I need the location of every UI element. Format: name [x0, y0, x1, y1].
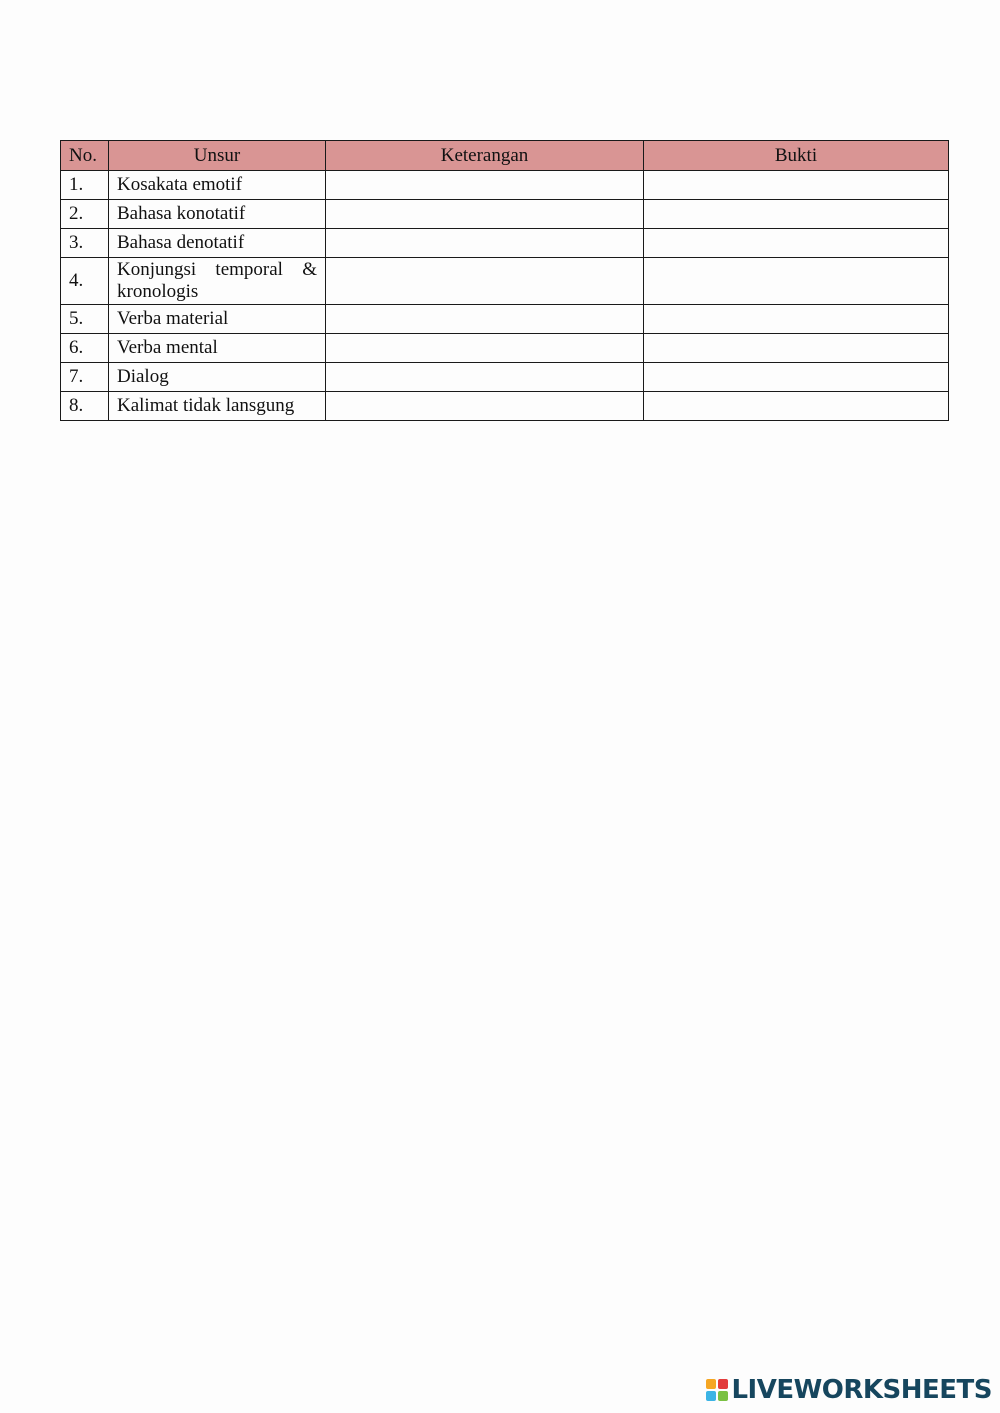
liveworksheets-logo — [706, 1375, 992, 1405]
table-row — [61, 305, 949, 334]
bukti-cell — [644, 305, 949, 334]
bukti-cell — [644, 258, 949, 305]
logo-square-icon — [706, 1391, 716, 1401]
bukti-answer-input[interactable] — [644, 171, 948, 199]
table-row — [61, 171, 949, 200]
bukti-answer-input[interactable] — [644, 392, 948, 420]
unsur-cell: Verba material — [109, 305, 326, 334]
header-keterangan: Keterangan — [326, 141, 644, 171]
bukti-cell — [644, 171, 949, 200]
liveworksheets-logo-text: LIVEWORKSHEETS — [731, 1375, 992, 1405]
bukti-answer-input[interactable] — [644, 334, 948, 362]
unsur-cell: Kalimat tidak lansgung — [109, 392, 326, 421]
unsur-cell: Bahasa konotatif — [109, 200, 326, 229]
logo-square-icon — [718, 1391, 728, 1401]
keterangan-cell — [326, 363, 644, 392]
keterangan-cell — [326, 334, 644, 363]
keterangan-cell — [326, 392, 644, 421]
keterangan-answer-input[interactable] — [326, 258, 643, 304]
bukti-cell — [644, 334, 949, 363]
bukti-cell — [644, 200, 949, 229]
table-row — [61, 258, 949, 305]
table-row — [61, 229, 949, 258]
keterangan-answer-input[interactable] — [326, 392, 643, 420]
unsur-cell: Kosakata emotif — [109, 171, 326, 200]
liveworksheets-logo-icon — [706, 1379, 728, 1401]
bukti-answer-input[interactable] — [644, 305, 948, 333]
keterangan-cell — [326, 171, 644, 200]
bukti-cell — [644, 229, 949, 258]
row-number: 1. — [61, 171, 109, 200]
row-number: 2. — [61, 200, 109, 229]
header-no: No. — [61, 141, 109, 171]
keterangan-cell — [326, 258, 644, 305]
unsur-cell: Bahasa denotatif — [109, 229, 326, 258]
table-row — [61, 363, 949, 392]
row-number: 3. — [61, 229, 109, 258]
keterangan-answer-input[interactable] — [326, 200, 643, 228]
keterangan-answer-input[interactable] — [326, 229, 643, 257]
table-row — [61, 200, 949, 229]
row-number: 6. — [61, 334, 109, 363]
row-number: 4. — [61, 258, 109, 305]
keterangan-answer-input[interactable] — [326, 171, 643, 199]
logo-square-icon — [718, 1379, 728, 1389]
bukti-answer-input[interactable] — [644, 258, 948, 304]
table-row — [61, 334, 949, 363]
worksheet-table — [60, 140, 949, 421]
bukti-cell — [644, 363, 949, 392]
keterangan-cell — [326, 200, 644, 229]
table-row — [61, 392, 949, 421]
header-unsur: Unsur — [109, 141, 326, 171]
row-number: 5. — [61, 305, 109, 334]
unsur-cell: Verba mental — [109, 334, 326, 363]
header-bukti: Bukti — [644, 141, 949, 171]
keterangan-answer-input[interactable] — [326, 363, 643, 391]
row-number: 7. — [61, 363, 109, 392]
unsur-cell: Dialog — [109, 363, 326, 392]
keterangan-answer-input[interactable] — [326, 305, 643, 333]
row-number: 8. — [61, 392, 109, 421]
bukti-answer-input[interactable] — [644, 229, 948, 257]
bukti-cell — [644, 392, 949, 421]
keterangan-cell — [326, 229, 644, 258]
keterangan-cell — [326, 305, 644, 334]
logo-square-icon — [706, 1379, 716, 1389]
table-header-row — [61, 141, 949, 171]
keterangan-answer-input[interactable] — [326, 334, 643, 362]
bukti-answer-input[interactable] — [644, 200, 948, 228]
unsur-cell: Konjungsi temporal & kronologis — [109, 258, 326, 305]
bukti-answer-input[interactable] — [644, 363, 948, 391]
